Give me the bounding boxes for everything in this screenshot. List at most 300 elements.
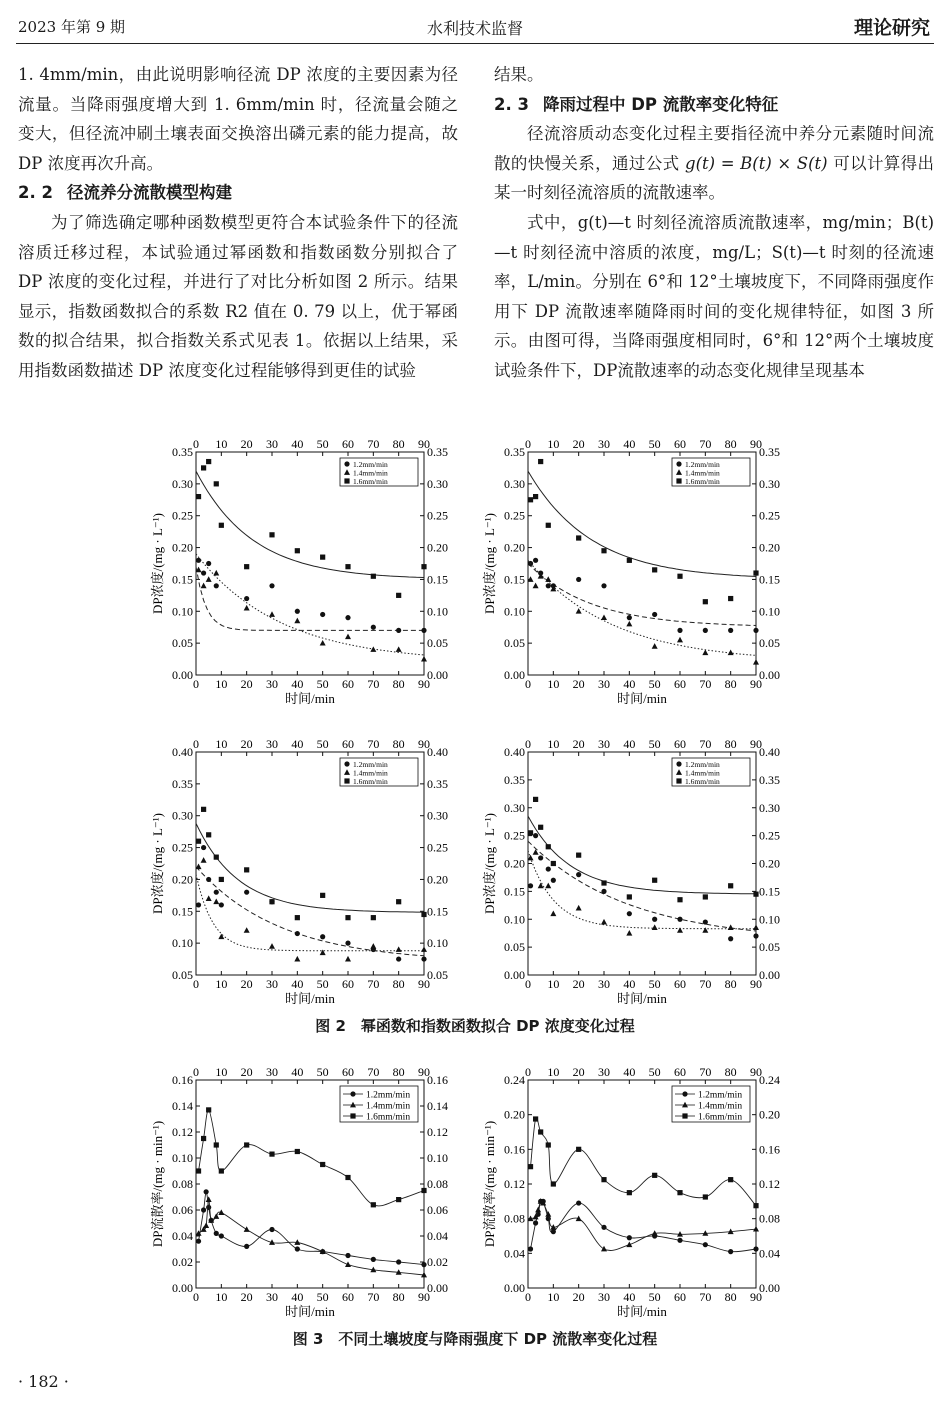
data-point (728, 1177, 733, 1182)
legend-label: 1.2mm/min (685, 760, 720, 769)
data-point (753, 892, 758, 897)
data-point (728, 596, 733, 601)
data-point (601, 1225, 606, 1230)
x-tick-label: 0 (193, 677, 199, 691)
data-point (201, 465, 206, 470)
x-tick-label-top: 60 (674, 437, 686, 451)
x-tick-label-top: 50 (648, 737, 661, 751)
x-tick-label: 70 (699, 677, 712, 691)
x-tick-label: 40 (291, 1290, 304, 1304)
data-point (576, 577, 581, 582)
fit-curve (196, 468, 424, 577)
data-point (320, 1162, 325, 1167)
data-point (206, 877, 211, 882)
data-point (219, 1233, 224, 1238)
y-tick-label-right: 0.20 (759, 856, 780, 871)
x-tick-label-top: 40 (291, 437, 304, 451)
data-point (396, 899, 401, 904)
x-tick-label: 90 (418, 977, 430, 991)
y-tick-label-right: 0.04 (759, 1246, 780, 1261)
y-tick-label-right: 0.08 (427, 1177, 448, 1191)
data-point (601, 889, 606, 894)
data-point (396, 956, 401, 961)
data-point (576, 1147, 581, 1152)
x-tick-label: 30 (266, 977, 278, 991)
data-point (533, 797, 538, 802)
x-tick-label-top: 70 (699, 1065, 712, 1079)
data-point (214, 1142, 219, 1147)
data-point (421, 564, 426, 569)
page-header (0, 0, 950, 44)
data-point (551, 1181, 556, 1186)
fit-curve (528, 468, 756, 576)
x-tick-label-top: 40 (623, 737, 636, 751)
data-point (728, 936, 733, 941)
data-point (201, 845, 206, 850)
formula: g(t) = B(t) × S(t) (685, 153, 828, 173)
x-tick-label: 50 (316, 977, 329, 991)
x-tick-label: 30 (598, 977, 610, 991)
legend-label: 1.2mm/min (353, 760, 388, 769)
data-point (538, 883, 544, 889)
data-point (213, 570, 219, 576)
data-point (345, 634, 351, 640)
y-tick-label-right: 0.20 (427, 872, 448, 887)
data-point (396, 1259, 401, 1264)
data-point (219, 1168, 224, 1173)
x-tick-label: 90 (418, 677, 430, 691)
x-tick-label: 10 (215, 677, 228, 691)
y-tick-label: 0.15 (172, 904, 193, 919)
data-point (533, 833, 538, 838)
x-tick-label-top: 0 (193, 437, 199, 451)
y-tick-label: 0.05 (172, 968, 193, 982)
data-point (576, 1200, 581, 1205)
x-tick-label: 20 (572, 1290, 585, 1304)
data-point (703, 628, 708, 633)
data-point (528, 1246, 533, 1251)
data-point (601, 614, 607, 620)
legend-label: 1.4mm/min (353, 468, 388, 478)
x-tick-label-top: 10 (547, 437, 560, 451)
x-axis-label: 时间/min (285, 1304, 335, 1319)
y-tick-label: 0.30 (504, 800, 525, 815)
y-tick-label: 0.14 (172, 1099, 193, 1113)
data-point (576, 905, 582, 911)
data-point (652, 924, 658, 930)
x-tick-label: 70 (699, 977, 712, 991)
fit-curve (528, 851, 756, 929)
data-point (533, 558, 538, 563)
x-axis-label: 时间/min (617, 1304, 667, 1319)
y-tick-label-right: 0.20 (427, 540, 448, 555)
data-point (196, 839, 201, 844)
data-point (627, 894, 632, 899)
data-point (703, 1194, 708, 1199)
text-span: 可以计算得出某一时刻径流溶质的流散速率。 (494, 153, 935, 203)
journal-name: 水利技术监督 (426, 19, 523, 38)
y-tick-label: 0.08 (172, 1177, 193, 1191)
data-point (538, 825, 543, 830)
data-point (213, 899, 219, 905)
chart-fig2a (150, 430, 470, 715)
x-tick-label-top: 20 (240, 1065, 253, 1079)
data-point (545, 576, 551, 582)
y-tick-label-right: 0.00 (427, 1281, 448, 1295)
data-point (753, 570, 758, 575)
data-point (295, 931, 300, 936)
data-point (370, 943, 376, 949)
legend-label: 1.4mm/min (698, 1101, 743, 1112)
x-tick-label: 0 (193, 977, 199, 991)
data-point (753, 1203, 758, 1208)
x-tick-label: 0 (525, 977, 531, 991)
data-point (601, 880, 606, 885)
y-tick-label: 0.40 (172, 745, 193, 759)
x-tick-label-top: 60 (342, 1065, 354, 1079)
legend-marker (344, 761, 349, 766)
y-tick-label-right: 0.30 (759, 800, 780, 815)
data-point (728, 924, 734, 930)
data-point (345, 915, 350, 920)
x-tick-label-top: 80 (392, 1065, 405, 1079)
x-tick-label: 40 (623, 1290, 636, 1304)
data-point (396, 628, 401, 633)
data-point (214, 481, 219, 486)
data-point (538, 459, 543, 464)
y-tick-label: 0.40 (504, 745, 525, 759)
y-tick-label: 0.10 (504, 912, 525, 927)
x-tick-label: 60 (342, 677, 354, 691)
fit-curve (196, 874, 424, 951)
issue-label: 2023 年第 9 期 (18, 18, 126, 36)
data-point (677, 574, 682, 579)
x-tick-label-top: 0 (525, 437, 531, 451)
data-point (269, 611, 275, 617)
y-axis-label: DP浓度/(mg · L⁻¹) (482, 512, 497, 615)
x-tick-label: 60 (674, 677, 686, 691)
data-point (196, 558, 201, 563)
y-tick-label-right: 0.00 (759, 668, 780, 682)
x-tick-label-top: 60 (342, 437, 354, 451)
x-tick-label: 70 (367, 1290, 380, 1304)
y-tick-label: 0.35 (504, 445, 525, 459)
data-point (703, 919, 708, 924)
data-point (206, 1107, 211, 1112)
x-tick-label-top: 20 (240, 737, 253, 751)
y-tick-label: 0.04 (172, 1229, 193, 1243)
data-point (196, 1239, 201, 1244)
data-point (421, 1188, 426, 1193)
y-tick-label: 0.20 (504, 1107, 525, 1122)
x-tick-label: 40 (623, 977, 636, 991)
x-tick-label-top: 30 (266, 437, 278, 451)
x-tick-label: 60 (342, 977, 354, 991)
data-point (753, 628, 758, 633)
y-tick-label: 0.05 (172, 636, 193, 651)
data-point (528, 1164, 533, 1169)
x-tick-label: 10 (547, 1290, 560, 1304)
x-tick-label: 70 (699, 1290, 712, 1304)
fit-curve (528, 841, 756, 931)
y-tick-label: 0.08 (504, 1211, 525, 1226)
x-tick-label-top: 10 (547, 737, 560, 751)
x-tick-label-top: 10 (215, 1065, 228, 1079)
chart-fig2c (150, 730, 470, 1015)
x-tick-label-top: 0 (525, 1065, 531, 1079)
data-point (196, 494, 201, 499)
y-tick-label-right: 0.16 (759, 1142, 780, 1157)
data-point (627, 1190, 632, 1195)
data-point (546, 1142, 551, 1147)
x-tick-label-top: 0 (525, 737, 531, 751)
y-tick-label-right: 0.16 (427, 1073, 448, 1087)
data-point (244, 1226, 250, 1232)
x-tick-label: 50 (648, 677, 661, 691)
fit-curve (196, 554, 424, 655)
y-axis-label: DP浓度/(mg · L⁻¹) (150, 812, 165, 915)
x-tick-label-top: 90 (750, 437, 762, 451)
y-tick-label: 0.35 (172, 445, 193, 459)
y-tick-label-right: 0.35 (427, 445, 448, 459)
x-tick-label: 40 (291, 677, 304, 691)
y-tick-label-right: 0.05 (759, 940, 780, 955)
data-point (206, 576, 212, 582)
y-tick-label: 0.25 (504, 828, 525, 843)
data-point (206, 561, 211, 566)
data-point (652, 567, 657, 572)
data-point (528, 883, 533, 888)
x-tick-label-top: 30 (266, 737, 278, 751)
data-point (627, 558, 632, 563)
x-tick-label-top: 90 (418, 1065, 430, 1079)
data-point (627, 911, 632, 916)
legend-label: 1.4mm/min (366, 1101, 411, 1112)
x-tick-label-top: 40 (291, 1065, 304, 1079)
data-point (214, 855, 219, 860)
data-point (753, 1246, 758, 1251)
y-tick-label-right: 0.30 (759, 476, 780, 491)
legend-label: 1.6mm/min (353, 777, 388, 786)
y-tick-label: 0.35 (504, 772, 525, 787)
x-tick-label: 40 (623, 677, 636, 691)
data-point (728, 650, 734, 656)
y-axis-label: DP流散率/(mg · min⁻¹) (150, 1120, 165, 1248)
y-tick-label-right: 0.24 (759, 1073, 780, 1087)
y-tick-label-right: 0.00 (427, 668, 448, 682)
data-point (652, 917, 657, 922)
x-tick-label-top: 10 (215, 437, 228, 451)
y-tick-label: 0.30 (172, 476, 193, 491)
data-point (396, 646, 402, 652)
x-tick-label-top: 60 (674, 737, 686, 751)
data-point (728, 1249, 733, 1254)
y-tick-label-right: 0.14 (427, 1099, 448, 1113)
x-tick-label: 60 (674, 1290, 686, 1304)
data-point (677, 628, 682, 633)
y-tick-label: 0.30 (172, 808, 193, 823)
legend-marker (350, 1091, 355, 1096)
x-tick-label-top: 90 (418, 737, 430, 751)
x-tick-label: 0 (525, 677, 531, 691)
y-tick-label-right: 0.10 (427, 1151, 448, 1165)
x-tick-label: 30 (266, 1290, 278, 1304)
x-tick-label: 80 (724, 977, 737, 991)
data-point (201, 1136, 206, 1141)
data-point (320, 555, 325, 560)
y-tick-label-right: 0.12 (759, 1177, 780, 1191)
series-line (531, 1201, 756, 1251)
data-point (677, 1238, 682, 1243)
data-point (601, 1246, 607, 1252)
data-point (213, 1213, 219, 1219)
x-tick-label: 90 (750, 1290, 762, 1304)
data-point (576, 853, 581, 858)
x-tick-label-top: 80 (392, 437, 405, 451)
data-point (652, 1173, 657, 1178)
data-point (269, 1227, 274, 1232)
data-point (576, 608, 582, 614)
x-tick-label: 60 (674, 977, 686, 991)
data-point (244, 1244, 249, 1249)
x-tick-label-top: 0 (193, 1065, 199, 1079)
section-number: 2. 2 (18, 183, 53, 203)
legend-label: 1.6mm/min (353, 477, 388, 486)
x-tick-label-top: 80 (724, 737, 737, 751)
series-line (531, 1199, 756, 1251)
section-label: 理论研究 (853, 17, 930, 39)
legend-label: 1.4mm/min (685, 468, 720, 478)
x-tick-label-top: 20 (572, 737, 585, 751)
x-tick-label: 50 (648, 1290, 661, 1304)
data-point (601, 919, 607, 925)
y-tick-label-right: 0.05 (427, 636, 448, 651)
chart-fig2d (482, 730, 802, 1015)
data-point (244, 596, 249, 601)
data-point (219, 523, 224, 528)
data-point (538, 1129, 543, 1134)
y-tick-label-right: 0.02 (427, 1255, 448, 1269)
data-point (533, 583, 539, 589)
data-point (421, 912, 426, 917)
left-paragraph-2: 为了筛选确定哪种函数模型更符合本试验条件下的径流溶质迁移过程，本试验通过幂函数和指数函数分别拟合了 DP 浓度的变化过程，并进行了对比分析如图 2 所示。结果显示，指数函数拟合的系数 R2 值在 0. 79 以上，优于幂函数的拟合结果，拟合指数关系式见表 1。依据以上结果，采用指数函数描述 DP 浓度变化过程能够得到更佳的试验 (18, 212, 458, 380)
y-tick-label: 0.20 (172, 540, 193, 555)
y-tick-label: 0.24 (504, 1073, 525, 1087)
y-tick-label-right: 0.30 (427, 808, 448, 823)
series-line (199, 1200, 424, 1275)
x-tick-label-top: 80 (724, 1065, 737, 1079)
y-tick-label: 0.00 (504, 968, 525, 982)
data-point (204, 1189, 209, 1194)
y-tick-label-right: 0.15 (759, 572, 780, 587)
y-axis-label: DP流散率/(mg · min⁻¹) (482, 1120, 497, 1248)
section-number: 2. 3 (494, 94, 529, 114)
text-span: 径流溶质动态变化过程主要指径流中养分元素随时间流散的快慢关系，通过公式 (494, 124, 934, 173)
x-tick-label-top: 60 (674, 1065, 686, 1079)
x-tick-label: 90 (750, 677, 762, 691)
y-tick-label: 0.30 (504, 476, 525, 491)
data-point (295, 1149, 300, 1154)
data-point (201, 583, 207, 589)
x-tick-label: 50 (316, 677, 329, 691)
y-tick-label: 0.15 (504, 884, 525, 899)
y-tick-label: 0.05 (504, 636, 525, 651)
data-point (206, 1205, 211, 1210)
data-point (269, 532, 274, 537)
y-tick-label-right: 0.08 (759, 1211, 780, 1226)
x-tick-label: 90 (418, 1290, 430, 1304)
x-tick-label-top: 40 (291, 737, 304, 751)
x-tick-label: 50 (648, 977, 661, 991)
y-tick-label: 0.10 (172, 604, 193, 619)
data-point (294, 956, 300, 962)
data-point (206, 459, 211, 464)
y-tick-label: 0.16 (172, 1073, 193, 1087)
x-tick-label: 0 (193, 1290, 199, 1304)
y-tick-label: 0.10 (172, 1151, 193, 1165)
fig2-caption: 图 2 幂函数和指数函数拟合 DP 浓度变化过程 (315, 1017, 635, 1035)
fit-curve (196, 823, 424, 912)
data-point (421, 656, 427, 662)
fit-curve (528, 816, 756, 894)
y-tick-label-right: 0.20 (759, 540, 780, 555)
data-point (269, 583, 274, 588)
right-paragraph-2: 式中，g(t)—t 时刻径流溶质流散速率，mg/min；B(t)—t 时刻径流中溶质的浓度，mg/L；S(t)—t 时刻的径流速率，L/min。分别在 6°和 12°土壤坡度下，不同降雨强度作用下 DP 流散速率随降雨时间的变化规律特征，如图 3 所示。由图可得，当降雨强度相同时，6°和 12°两个土壤坡度试验条件下，DP流散速率的动态变化规律呈现基本 (494, 212, 934, 380)
y-tick-label-right: 0.25 (759, 508, 780, 523)
x-tick-label-top: 70 (367, 1065, 380, 1079)
data-point (703, 599, 708, 604)
data-point (345, 564, 350, 569)
y-tick-label: 0.00 (504, 1281, 525, 1295)
data-point (576, 535, 581, 540)
x-axis-label: 时间/min (285, 691, 335, 706)
fig3-caption: 图 3 不同土壤坡度与降雨强度下 DP 流散率变化过程 (292, 1330, 658, 1348)
data-point (201, 857, 207, 863)
data-point (345, 615, 350, 620)
data-point (533, 849, 539, 855)
x-tick-label-top: 40 (623, 1065, 636, 1079)
data-point (545, 883, 551, 889)
legend-label: 1.4mm/min (685, 768, 720, 778)
x-tick-label-top: 20 (572, 437, 585, 451)
x-tick-label-top: 70 (367, 737, 380, 751)
data-point (320, 893, 325, 898)
legend-marker (676, 761, 681, 766)
x-tick-label-top: 20 (240, 437, 253, 451)
data-point (320, 640, 326, 646)
y-tick-label-right: 0.35 (427, 776, 448, 791)
data-point (396, 946, 402, 952)
x-tick-label-top: 70 (367, 437, 380, 451)
data-point (269, 1152, 274, 1157)
data-point (652, 612, 657, 617)
y-tick-label-right: 0.10 (427, 604, 448, 619)
right-paragraph-1 (494, 119, 934, 208)
y-tick-label-right: 0.25 (427, 840, 448, 855)
data-point (538, 855, 543, 860)
y-tick-label-right: 0.12 (427, 1125, 448, 1139)
x-tick-label: 60 (342, 1290, 354, 1304)
data-point (214, 1231, 219, 1236)
x-tick-label: 80 (724, 1290, 737, 1304)
data-point (206, 895, 212, 901)
y-tick-label: 0.15 (172, 572, 193, 587)
legend-marker (344, 478, 349, 483)
y-tick-label-right: 0.00 (759, 1281, 780, 1295)
y-tick-label-right: 0.15 (427, 572, 448, 587)
x-tick-label-top: 20 (572, 1065, 585, 1079)
x-tick-label: 30 (266, 677, 278, 691)
